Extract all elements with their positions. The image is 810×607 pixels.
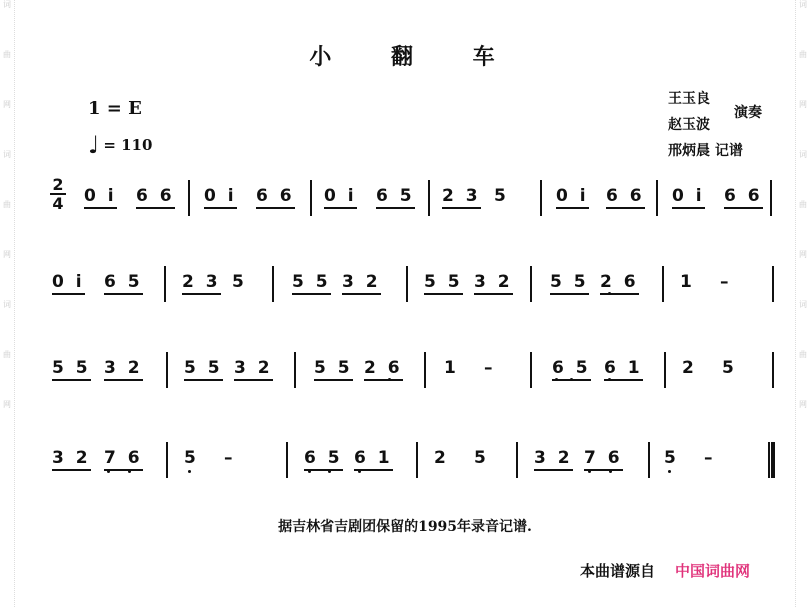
watermark-right: 词 曲 网 词 曲 网 词 曲 网	[795, 0, 810, 607]
note-group: 5	[494, 186, 509, 206]
barline	[516, 442, 518, 478]
note-group: 5	[474, 448, 489, 468]
barline	[648, 442, 650, 478]
note-group: 3 2	[52, 448, 91, 471]
note-group: 6 5	[304, 448, 343, 471]
tempo-marking	[88, 130, 152, 159]
low-octave-dot	[328, 470, 331, 473]
note-group: 5	[664, 448, 679, 468]
barline	[188, 180, 190, 216]
note-group: 5 5	[424, 272, 463, 295]
barline	[656, 180, 658, 216]
note-group: 2 3	[442, 186, 481, 209]
note-group: 5 5	[550, 272, 589, 295]
note-group: 3 2	[234, 358, 273, 381]
barline	[540, 180, 542, 216]
note-group: 2 6	[364, 358, 403, 381]
note-group: 0 i	[324, 186, 357, 209]
low-octave-dot	[128, 470, 131, 473]
barline	[664, 352, 666, 388]
low-octave-dot	[570, 378, 573, 381]
note-group: 1	[444, 358, 459, 378]
note-group: 5 5	[292, 272, 331, 295]
note-group: 0 i	[556, 186, 589, 209]
note-group: 5	[722, 358, 737, 378]
note-group: 7 6	[584, 448, 623, 471]
low-octave-dot	[668, 470, 671, 473]
tempo-value: = 110	[103, 135, 153, 154]
key-signature: 1 = E	[88, 98, 142, 119]
low-octave-dot	[388, 378, 391, 381]
note-group: 5	[184, 448, 199, 468]
note-group: 3 2	[342, 272, 381, 295]
note-group: 5 5	[184, 358, 223, 381]
transcriber: 邢炳晨 记谱	[668, 143, 743, 159]
barline	[416, 442, 418, 478]
staff-line-3	[0, 358, 810, 402]
note-group: 6 6	[606, 186, 645, 209]
time-signature-top: 2	[52, 175, 64, 194]
quarter-note-icon: ♩	[88, 130, 100, 159]
note-group: 3 2	[474, 272, 513, 295]
note-group: –	[720, 272, 732, 292]
transcription-note: 据吉林省吉剧团保留的1995年录音记谱.	[278, 519, 532, 535]
barline	[272, 266, 274, 302]
source-brand-link[interactable]: 中国词曲网	[675, 562, 751, 580]
staff-line-2	[0, 272, 810, 316]
note-group: 6 6	[136, 186, 175, 209]
source-label: 本曲谱源自	[580, 562, 656, 580]
note-group: 5 5	[52, 358, 91, 381]
note-group: 6 1	[604, 358, 643, 381]
low-octave-dot	[555, 378, 558, 381]
low-octave-dot	[358, 470, 361, 473]
low-octave-dot	[608, 292, 611, 295]
low-octave-dot	[608, 378, 611, 381]
time-signature-bottom: 4	[50, 193, 66, 212]
barline	[662, 266, 664, 302]
barline	[424, 352, 426, 388]
note-group: 6 6	[724, 186, 763, 209]
barline	[286, 442, 288, 478]
note-group: –	[224, 448, 236, 468]
note-group: 2	[434, 448, 449, 468]
note-group: –	[484, 358, 496, 378]
barline	[166, 352, 168, 388]
note-group: 0 i	[52, 272, 85, 295]
low-octave-dot	[308, 470, 311, 473]
score-title: 小 翻 车	[309, 44, 521, 70]
note-group: 6 6	[256, 186, 295, 209]
note-group: 0 i	[84, 186, 117, 209]
note-group: 3 2	[534, 448, 573, 471]
note-group: 2 3	[182, 272, 221, 295]
barline	[530, 352, 532, 388]
barline	[772, 352, 774, 388]
note-group: 2 6	[600, 272, 639, 295]
barline	[530, 266, 532, 302]
note-group: 6 1	[354, 448, 393, 471]
note-group: 6 5	[552, 358, 591, 381]
note-group: 0 i	[672, 186, 705, 209]
barline	[310, 180, 312, 216]
source-line	[580, 560, 750, 581]
barline	[294, 352, 296, 388]
staff-line-4	[0, 448, 810, 492]
performer-1: 王玉良	[668, 91, 710, 107]
note-group: 2	[682, 358, 697, 378]
watermark-left: 词 曲 网 词 曲 网 词 曲 网	[0, 0, 15, 607]
barline	[770, 180, 772, 216]
note-group: 6 5	[104, 272, 143, 295]
barline	[166, 442, 168, 478]
note-group: 7 6	[104, 448, 143, 471]
barline	[772, 266, 774, 302]
note-group: 0 i	[204, 186, 237, 209]
low-octave-dot	[107, 470, 110, 473]
barline	[164, 266, 166, 302]
performer-role: 演奏	[734, 105, 762, 121]
low-octave-dot	[609, 470, 612, 473]
barline	[406, 266, 408, 302]
note-group: –	[704, 448, 716, 468]
barline	[428, 180, 430, 216]
staff-line-1	[0, 186, 810, 230]
low-octave-dot	[188, 470, 191, 473]
note-group: 5 5	[314, 358, 353, 381]
note-group: 1	[680, 272, 695, 292]
note-group: 5	[232, 272, 247, 292]
performer-2: 赵玉波	[668, 117, 710, 133]
final-barline	[768, 442, 775, 478]
note-group: 6 5	[376, 186, 415, 209]
note-group: 3 2	[104, 358, 143, 381]
low-octave-dot	[588, 470, 591, 473]
